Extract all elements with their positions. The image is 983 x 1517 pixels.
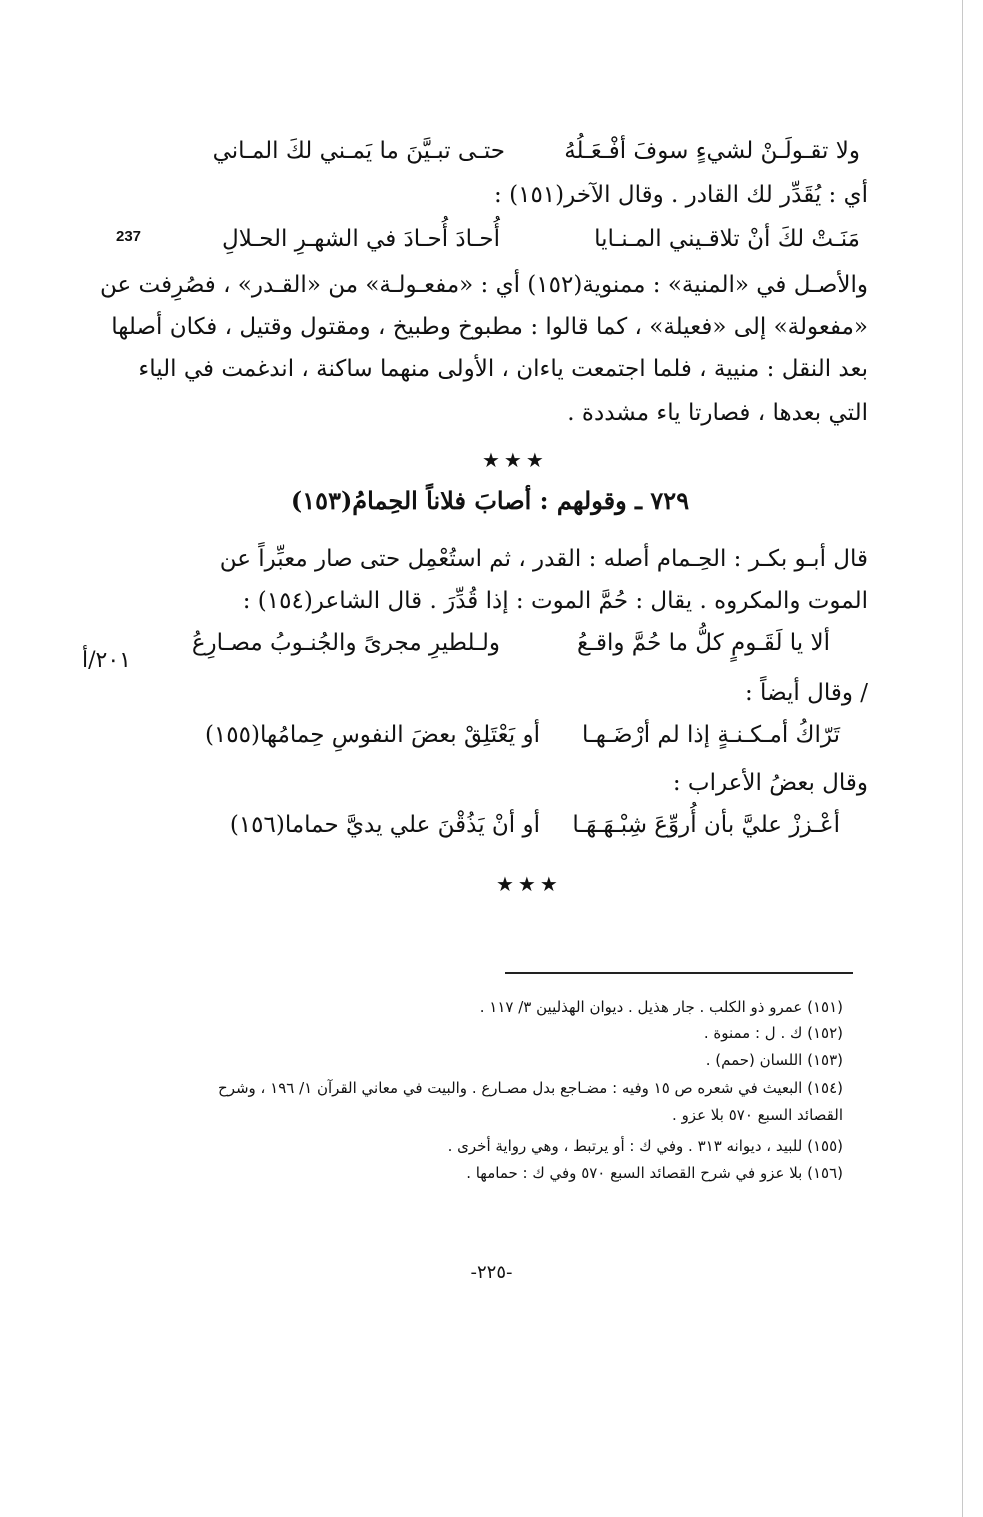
footnote-156: (١٥٦) بلا عزو في شرح القصائد السبع ٥٧٠ وفي ك : حمامها . — [466, 1164, 843, 1182]
verse-3-right-hemistich: ألا يا لَقَـومٍ كلُّ ما حُمَّ واقـعُ — [577, 630, 830, 656]
verse-2 — [195, 226, 860, 260]
section-line-4: وقال بعضُ الأعراب : — [672, 770, 868, 796]
verse-3-left-hemistich: ولـلطيرِ مجرىً والجُنـوبُ مصـارِعُ — [191, 630, 500, 656]
page-edge-line — [962, 0, 963, 1517]
body-line-2: والأصـل في «المنية» : ممنوية(١٥٢) أي : «مفعـولـة» من «القـدر» ، فصُرِفت عن — [100, 272, 868, 298]
footnote-152: (١٥٢) ك . ل : ممنوة . — [703, 1024, 843, 1042]
margin-page-number: 237 — [116, 228, 142, 245]
verse-5-left-hemistich: أو أنْ يَذُقْنَ علي يديَّ حماما(١٥٦) — [229, 812, 540, 838]
section-line-2: الموت والمكروه . يقال : حُمَّ الموت : إذا قُدِّرَ . قال الشاعر(١٥٤) : — [242, 588, 868, 614]
verse-5-right-hemistich: أعْـززْ عليَّ بأن أُروِّعَ شِبْـهَـهَـا — [572, 812, 840, 838]
footnote-151: (١٥١) عمرو ذو الكلب . جار هذيل . ديوان الهذليين ٣/ ١١٧ . — [479, 998, 843, 1016]
verse-2-right-hemistich: مَنَـتْ لكَ أنْ تلاقـيني المـنـايا — [594, 226, 860, 252]
footnote-154: (١٥٤) البعيث في شعره ص ١٥ وفيه : مضـاجع بدل مصـارع . والبيت في معاني القرآن ١/ ١٩٦ ، وشرح — [218, 1079, 843, 1097]
verse-4-right-hemistich: تَرّاكُ أمـكـنـةٍ إذا لم أرْضَـهـا — [581, 722, 840, 748]
footnote-155: (١٥٥) للبيد ، ديوانه ٣١٣ . وفي ك : أو يرتبط ، وهي رواية أخرى . — [447, 1137, 843, 1155]
verse-4-left-hemistich: أو يَعْتَلِقْ بعضَ النفوسِ حِمامُها(١٥٥) — [204, 722, 540, 748]
verse-top-left-hemistich: حتـى تبـيَّنَ ما يَمـني لكَ المـاني — [212, 138, 505, 164]
footnote-153: (١٥٣) اللسان (حمم) . — [705, 1051, 843, 1069]
section-line-1: قال أبـو بكـر : الحِـمام أصله : القدر ، ثم استُعْمِل حتى صار معبِّراً عن — [219, 546, 868, 572]
section-divider-stars: ★★★ — [482, 448, 548, 472]
body-line-3: «مفعولة» إلى «فعيلة» ، كما قالوا : مطبوخ وطبيخ ، ومقتول وقتيل ، فكان أصلها — [111, 314, 868, 340]
verse-top — [200, 138, 860, 172]
section-line-3: / وقال أيضاً : — [745, 680, 868, 706]
footnote-154-continued: القصائد السبع ٥٧٠ بلا عزو . — [672, 1106, 843, 1124]
section-end-stars: ★★★ — [496, 872, 562, 896]
body-line-4: بعد النقل : منيية ، فلما اجتمعت ياءان ، الأولى منهما ساكنة ، اندغمت في الياء — [138, 356, 868, 382]
footnote-separator — [505, 972, 853, 974]
verse-3 — [190, 630, 830, 664]
section-heading: ٧٢٩ ـ وقولهم : أصابَ فلاناً الحِمامُ(١٥٣) — [290, 486, 690, 515]
body-line-5: التي بعدها ، فصارتا ياء مشددة . — [567, 400, 868, 426]
verse-2-left-hemistich: أُحـادَ أُحـادَ في الشهـرِ الحـلالِ — [222, 226, 500, 252]
page-number: -٢٢٥- — [470, 1262, 513, 1283]
verse-4 — [200, 722, 840, 756]
verse-top-right-hemistich: ولا تقـولَـنْ لشيءٍ سوفَ أفْـعَـلُهُ — [564, 138, 860, 164]
body-line-1: أي : يُقَدِّر لك القادر . وقال الآخر(١٥١) : — [494, 182, 868, 208]
manuscript-folio-ref: ٢٠١/أ — [82, 648, 131, 673]
verse-5 — [200, 812, 840, 846]
